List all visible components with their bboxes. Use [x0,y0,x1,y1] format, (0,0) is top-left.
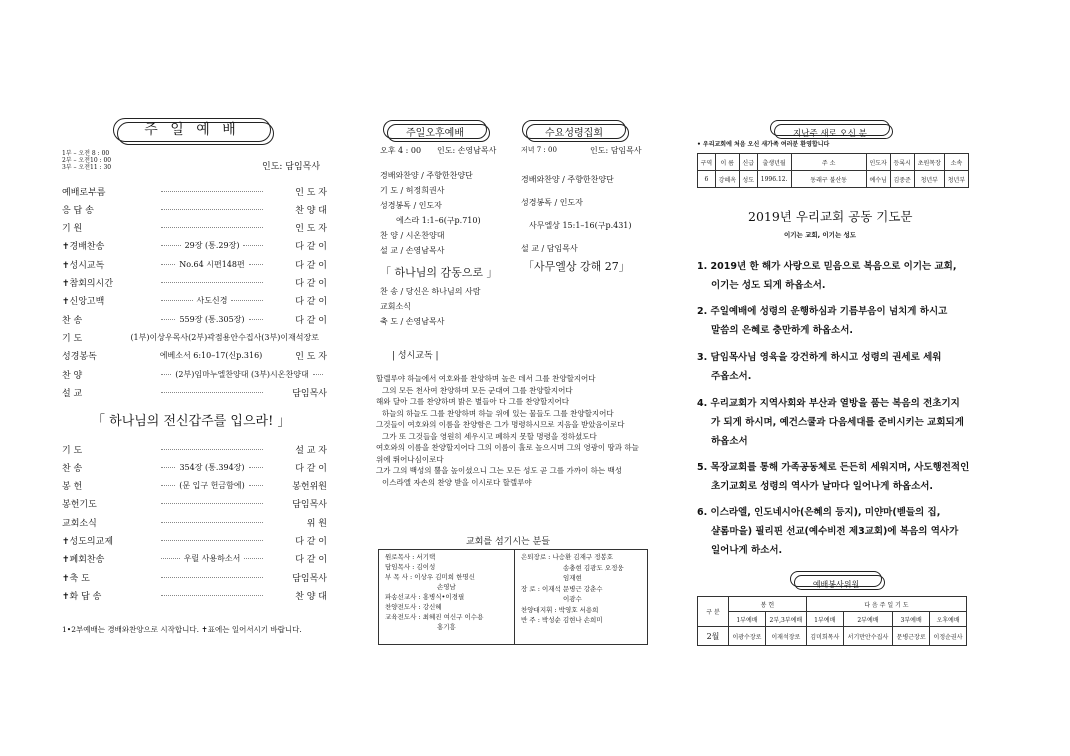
reading-line: 하늘의 하늘도 그를 찬양하며 하늘 위에 있는 물들도 그를 찬양할지어다 [382,408,614,418]
prayer-line: 6. 이스라엘, 인도네시아(은혜의 등지), 미얀마(벧들의 집, [697,507,941,518]
worship-order-item [62,478,327,494]
order-role: 위 원 [306,518,327,529]
reading-line: 그가 또 그것들을 영원히 세우시고 폐하지 못할 명령을 정하셨도다 [382,431,597,441]
prayer-line: 샬롬마을) 필리핀 선교(예수비전 제3교회)에 복음의 역사가 [711,526,959,537]
order-role: 다 같 이 [295,297,328,308]
order-label: ✝화 답 송 [62,591,102,602]
order-detail: 사도신경 [196,296,228,306]
order-detail: No.64 시편148편 [179,259,245,269]
worship-order-item [62,533,327,549]
main-leader: 인도: 담임목사 [262,162,321,172]
afternoon-time: 오후 4 : 00 [380,146,422,155]
staff-right: 은퇴장로 : 나승환 김재구 정봉호 송충현 김광도 오정웅 임재현 장 로 : 이재석 문병근 강춘수 이광수 찬양대지휘 : 박영호 서용희 반 주 : 박성순 김현나 손희미 [521,553,624,624]
order-label: ✝신앙고백 [62,297,105,308]
worship-order-item [62,256,327,272]
reading-line: 이스라엘 자손의 찬양 받을 이시로다 할렐루야 [382,477,532,487]
prayer-line: 주옵소서. [711,371,752,382]
order-role: 다 같 이 [295,260,327,271]
worship-order-item [62,311,327,327]
worship-order-item [62,569,327,585]
reading-line: 위에 뛰어나심이로다 [376,454,444,464]
order-detail: 559장 (통.305장) [179,314,245,324]
order-detail: (2부)임마누엘찬양대 (3부)시온찬양대 [175,369,309,379]
reading-title: | 성시교독 | [392,351,439,361]
order-detail: 우릴 사용하소서 [183,554,241,564]
order-label: ✝축 도 [62,573,90,584]
order-role: 다 같 이 [295,315,327,326]
order-role: 다 같 이 [295,537,327,547]
worship-order-item [62,496,327,512]
prayer-item [697,394,987,451]
order-role: 인 도 자 [295,352,327,363]
responsive-reading [376,373,661,488]
order-label: 기 도 [62,445,83,456]
order-role: 다 같 이 [295,242,327,253]
worship-order-item [62,441,327,457]
order-detail: 354장 (통.394장) [179,462,245,472]
wednesday-leader: 인도: 담임목사 [590,146,642,155]
main-service-title-box [113,118,271,142]
service-title-box [790,571,882,587]
worship-order-item [62,587,327,603]
order-label: 응 답 송 [62,205,94,216]
order-role: 담임목사 [292,573,327,584]
welcome-text: • 우리교회에 처음 오신 새가족 여러분 환영합니다 [697,141,830,148]
main-service-title: 주 일 예 배 [144,122,240,138]
staff-box [378,549,648,645]
order-role: 다 같 이 [295,279,327,289]
order-label: 봉 헌 [62,482,83,493]
staff-title: 교회를 섬기시는 분들 [466,537,550,547]
order-label: ✝성도의교제 [62,537,114,547]
wednesday-time: 저녁 7 : 00 [521,146,557,154]
order-detail: (1부)이상우목사(2부)곽점용안수집사(3부)이재석장로 [130,332,319,342]
worship-order-item [62,551,327,567]
prayer-item [697,302,987,340]
reading-line: 그것들이 여호와의 이름을 찬양함은 그가 명령하시므로 지음을 받았음이로다 [376,420,625,429]
order-label: 설 교 [62,388,83,399]
service-times: 1부 – 오전 8 : 00 2부 – 오전10 : 00 3부 – 오전11 : 30 [62,150,112,171]
table-row: 2월 이광수장로 이재석장로 김미희목사 서기만안수집사 문병근장로 이정순권사 [698,627,967,646]
order-role: 담임목사 [292,500,327,511]
prayer-item [697,257,987,295]
worship-order-item [62,348,327,364]
reading-line: 그가 그의 백성의 뿔을 높이셨으니 그는 모든 성도 곧 그를 가까이 하는 백성 [376,466,622,475]
service-title: 예배봉사위원 [812,580,860,589]
prayer-line: 4. 우리교회가 지역사회와 부산과 열방을 품는 복음의 전초기지 [697,398,960,409]
newcomer-title-box [770,120,890,139]
newcomer-table [697,153,969,188]
worship-order-item [62,275,327,291]
order-role: 다 같 이 [295,555,328,566]
worship-order-item [62,201,327,217]
worship-order-item [62,514,327,530]
prayer-line: 초기교회로 성령의 역사가 날마다 일어나게 하옵소서. [711,481,934,492]
order-label: ✝경배찬송 [62,242,105,253]
afternoon-title-box [383,120,487,139]
newcomer-title: 지난주 새로 오신 분 [793,129,867,139]
order-detail: (문 입구 헌금함에) [179,481,245,491]
worship-order-item [62,329,327,345]
order-role: 인 도 자 [295,187,327,198]
prayer-line: 2. 주일예배에 성령의 운행하심과 기름부음이 넘치게 하시고 [697,306,948,317]
table-row: 6 강혜옥 성도 1996.12. 동래구 불산동 예수님 김중준 청년부 청년부 [698,171,969,188]
staff-left: 원로목사 : 서기택 담임목사 : 김이성 부 목 사 : 이상우 김미희 한명신 손영남 파송선교사 : 홍병식•이경필 찬양전도사 : 강신혜 교육전도사 : 최혜진 여신구 이수용 홍기흥 [379,550,515,644]
worship-order-item [62,384,327,400]
worship-order-item [62,459,327,475]
footnote: 1•2부예배는 경배와찬양으로 시작합니다. ✝표에는 일어서시기 바랍니다. [62,625,302,634]
prayer-title: 2019년 우리교회 공동 기도문 [748,209,913,224]
order-label: ✝성시교독 [62,260,105,271]
prayer-line: 이기는 성도 되게 하옵소서. [711,280,826,291]
worship-order-item [62,220,327,236]
prayer-item [697,458,987,496]
prayer-subtitle: 이기는 교회, 이기는 성도 [784,231,857,239]
newcomer-table-header: 구역 이 름 신급 출생년월 주 소 인도자 등록시 초원목장 소속 [698,154,969,171]
order-label: 예배로부름 [62,187,106,198]
order-label: 찬 양 [62,370,83,381]
prayer-line: 말씀의 은혜로 충만하게 하옵소서. [711,325,854,336]
reading-line: 여호와의 이름을 찬양할지어다 그의 이름이 홀로 높으시며 그의 영광이 땅과 하늘 [376,443,639,452]
order-label: 찬 송 [62,315,83,326]
order-detail: 29장 (통.29장) [184,241,240,251]
worship-order-item [62,183,327,199]
wednesday-order: 경배와찬양 / 주향한찬양단 성경봉독 / 인도자 사무엘상 15:1–16(구p.431) 설 교 / 담임목사 [521,175,632,253]
worship-order-item [62,238,327,254]
afternoon-leader: 인도: 손영남목사 [437,146,497,155]
order-label: ✝폐회찬송 [62,555,105,566]
wednesday-title-box [522,120,626,139]
order-role: 설 교 자 [295,445,327,456]
main-sermon-title: 「 하나님의 전신갑주를 입으라! 」 [92,414,291,429]
afternoon-order: 경배와찬양 / 주향한찬양단 기 도 / 허정희권사 성경봉독 / 인도자 에스라 1:1–6(구p.710) 찬 양 / 시온찬양대 설 교 / 손영남목사 [380,171,481,255]
prayer-line: 가 되게 하시며, 예건스쿨과 다음세대를 준비시키는 교회되게 [711,417,964,428]
order-detail: 에베소서 6:10–17(신p.316) [159,351,263,361]
wednesday-sermon: 「사무엘상 강해 27」 [523,260,630,273]
order-role: 찬 양 대 [295,205,327,216]
order-role: 담임목사 [292,388,327,399]
order-label: ✝참회의시간 [62,279,114,289]
worship-order-item [62,366,327,382]
afternoon-title: 주일오후예배 [406,128,464,139]
order-label: 찬 송 [62,463,83,474]
order-role: 봉헌위원 [292,482,327,493]
prayer-item [697,348,987,386]
prayer-line: 3. 담임목사님 영육을 강건하게 하시고 성령의 권세로 세워 [697,352,942,363]
afternoon-order-2: 찬 송 / 당신은 하나님의 사람 교회소식 축 도 / 손영남목사 [380,287,481,326]
prayer-item [697,503,987,560]
worship-order-item [62,293,327,309]
order-role: 인 도 자 [295,224,327,235]
order-label: 기 도 [62,333,83,344]
order-label: 기 원 [62,224,83,235]
afternoon-sermon: 「 하나님의 감동으로 」 [380,266,498,279]
reading-line: 해와 달아 그를 찬양하며 밝은 별들아 다 그를 찬양할지어다 [376,397,569,406]
reading-line: 할렐루야 하늘에서 여호와를 찬양하며 높은 데서 그를 찬양할지어다 [376,374,596,383]
order-role: 찬 양 대 [295,591,327,602]
prayer-line: 1. 2019년 한 해가 사랑으로 믿음으로 복음으로 이기는 교회, [697,261,957,272]
order-label: 성경봉독 [62,352,97,363]
order-role: 다 같 이 [295,463,327,474]
order-label: 봉헌기도 [62,500,97,511]
prayer-line: 5. 목장교회를 통해 가족공동체로 든든히 세워지며, 사도행전적인 [697,462,970,473]
service-table: 구 분 봉 헌 다 음 주 일 기 도 1부예배 2부,3부예배 1부예배 2부예배 3부예배 오후예배 2월 이광수장로 이재석장로 김미희목사 서기만안수집사 문병근장로 이정순권사 [697,596,967,646]
order-label: 교회소식 [62,518,97,529]
wednesday-title: 수요성령집회 [545,128,603,139]
prayer-line: 하옵소서 [711,436,748,447]
reading-line: 그의 모든 천사여 찬양하며 모든 군대여 그를 찬양할지어다 [382,385,573,395]
prayer-line: 일어나게 하소서. [711,545,783,556]
